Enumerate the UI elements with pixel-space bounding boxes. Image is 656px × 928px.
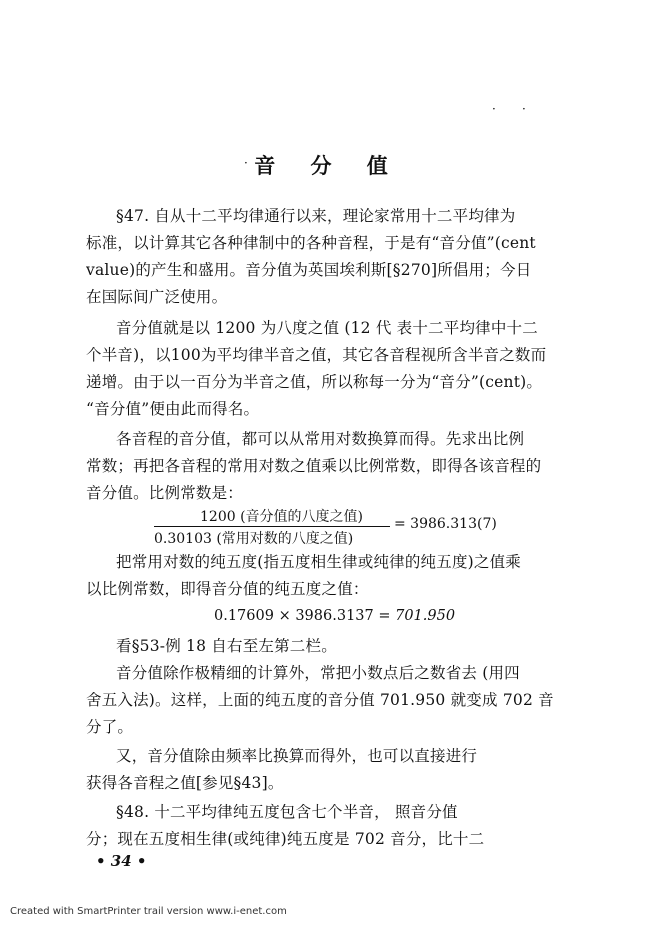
paragraph-line: 舍五入法)。这样，上面的纯五度的音分值 701.950 就变成 702 音 xyxy=(86,691,554,709)
paragraph-line: 音分值。比例常数是： xyxy=(86,484,244,502)
fifth-calculation xyxy=(214,608,455,624)
scan-speck: · xyxy=(244,156,248,170)
paragraph-line: 看§53-例 18 自右至左第二栏。 xyxy=(116,637,337,655)
paragraph-line: 个半音)，以100为平均律半音之值，其它各音程视所含半音之数而 xyxy=(86,346,547,364)
paragraph-line: value)的产生和盛用。音分值为英国埃利斯[§270]所倡用；今日 xyxy=(86,261,532,279)
paragraph-line: 获得各音程之值[参见§43]。 xyxy=(86,774,284,792)
paragraph-line: 递增。由于以一百分为半音之值，所以称每一分为“音分”(cent)。 xyxy=(86,373,543,391)
formula-numerator: 1200 (音分值的八度之值) xyxy=(200,509,364,525)
calc-value: 701.950 xyxy=(395,608,456,624)
paragraph-line: 分了。 xyxy=(86,718,134,736)
paragraph-line: “音分值”便由此而得名。 xyxy=(86,400,260,418)
page-number: • 34 • xyxy=(96,852,147,870)
scan-speck: · xyxy=(522,102,526,116)
paragraph-line: 各音程的音分值，都可以从常用对数换算而得。先求出比例 xyxy=(116,430,525,448)
formula-denominator: 0.30103 (常用对数的八度之值) xyxy=(154,531,354,547)
fraction-bar xyxy=(154,526,390,527)
scan-speck: · xyxy=(492,102,496,116)
watermark-footer: Created with SmartPrinter trail version www.i-enet.com xyxy=(10,906,287,917)
paragraph-line: 以比例常数，即得音分值的纯五度之值： xyxy=(86,580,369,598)
paragraph-line: 音分值就是以 1200 为八度之值 (12 代 表十二平均律中十二 xyxy=(116,319,538,337)
formula-result: = 3986.313(7) xyxy=(394,516,497,532)
paragraph-line: 标准，以计算其它各种律制中的各种音程，于是有“音分值”(cent xyxy=(86,234,536,252)
ratio-formula xyxy=(154,506,574,546)
paragraph-line: 在国际间广泛使用。 xyxy=(86,288,228,306)
calc-expression: 0.17609 × 3986.3137 = xyxy=(214,608,396,624)
paragraph-line: 常数；再把各音程的常用对数之值乘以比例常数，即得各该音程的 xyxy=(86,457,542,475)
paragraph-line: 音分值除作极精细的计算外，常把小数点后之数省去 (用四 xyxy=(116,664,520,682)
paragraph-line: 把常用对数的纯五度(指五度相生律或纯律的纯五度)之值乘 xyxy=(116,553,521,571)
paragraph-line: §48. 十二平均律纯五度包含七个半音， 照音分值 xyxy=(116,803,458,821)
paragraph-line: 又，音分值除由频率比换算而得外，也可以直接进行 xyxy=(116,747,478,765)
paragraph-line: 分；现在五度相生律(或纯律)纯五度是 702 音分，比十二 xyxy=(86,830,485,848)
paragraph-line: §47. 自从十二平均律通行以来，理论家常用十二平均律为 xyxy=(116,207,516,225)
section-title: 音 分 值 xyxy=(254,153,402,178)
